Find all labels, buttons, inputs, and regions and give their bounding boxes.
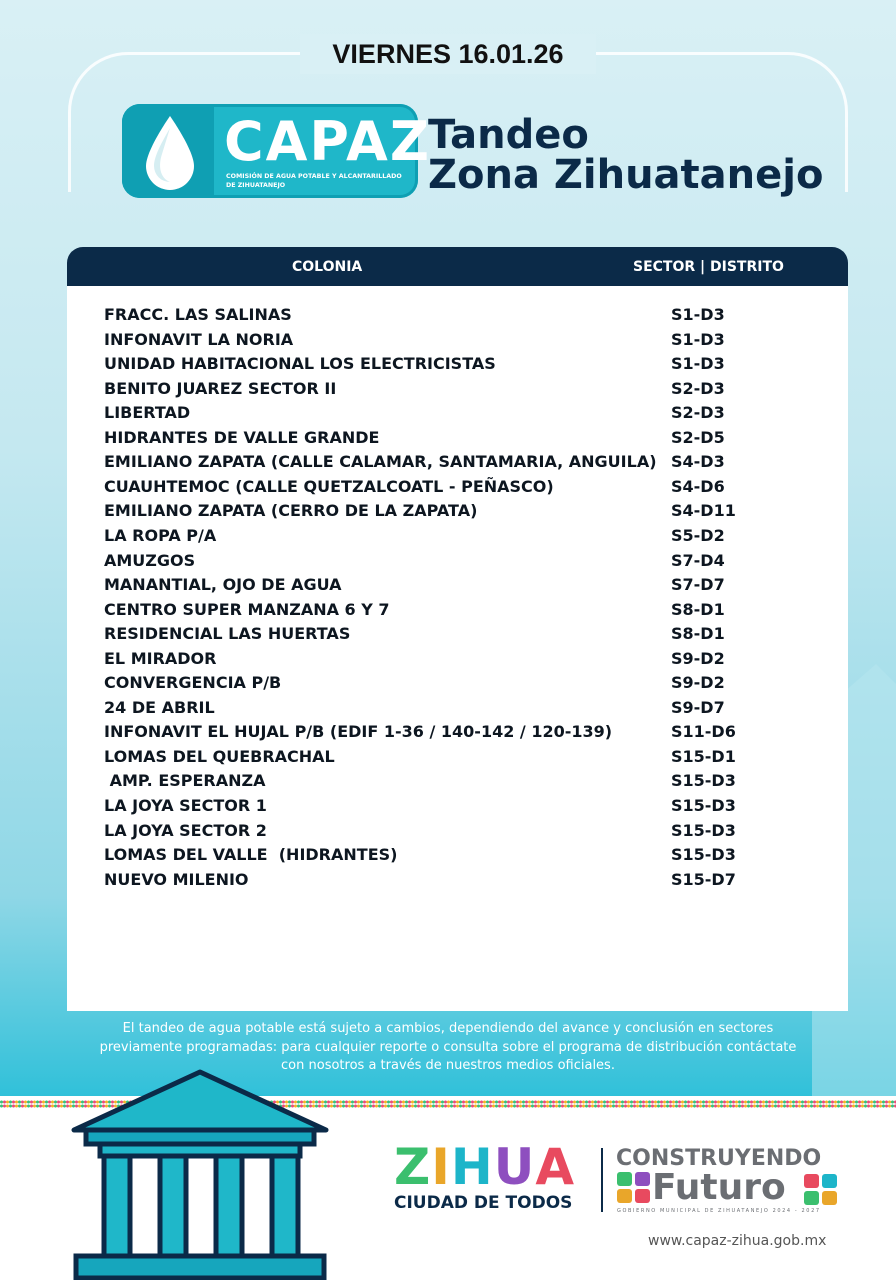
table-row [67,475,848,499]
sector-cell: S15-D3 [671,845,736,865]
sector-cell: S1-D3 [671,354,725,374]
zihua-letter: A [535,1138,576,1196]
website-link[interactable]: www.capaz-zihua.gob.mx [648,1233,827,1249]
table-row [67,647,848,671]
page-title-line2: Zona Zihuatanejo [428,152,824,198]
table-row [67,377,848,401]
logo-divider [601,1148,603,1212]
colonia-cell: LIBERTAD [104,403,191,423]
colonia-cell: 24 DE ABRIL [104,697,215,717]
sector-cell: S9-D2 [671,673,725,693]
colonia-cell: FRACC. LAS SALINAS [104,305,292,324]
sector-cell: S2-D3 [671,403,725,423]
sector-cell: S15-D3 [671,796,736,815]
colonia-cell: LA JOYA SECTOR 1 [104,796,267,815]
sector-cell: S11-D6 [671,722,736,742]
sector-cell: S2-D3 [671,378,725,398]
sector-cell: S9-D2 [671,648,725,668]
colonia-cell: LOMAS DEL VALLE (HIDRANTES) [104,845,398,865]
table-row [67,720,848,744]
date-label: VIERNES 16.01.26 [332,39,564,69]
government-caption: GOBIERNO MUNICIPAL DE ZIHUATANEJO 2024 - 2027 [617,1208,821,1214]
sector-cell: S4-D6 [671,476,725,496]
sector-cell: S8-D1 [671,599,725,619]
colonia-cell: HIDRANTES DE VALLE GRANDE [104,427,380,447]
sector-cell: S8-D1 [671,624,725,644]
colonia-cell: CUAUHTEMOC (CALLE QUETZALCOATL - PEÑASCO) [104,476,554,496]
colonia-cell: UNIDAD HABITACIONAL LOS ELECTRICISTAS [104,354,496,374]
table-body [67,286,848,1011]
table-row [67,426,848,450]
colonia-cell: EMILIANO ZAPATA (CERRO DE LA ZAPATA) [104,501,478,521]
table-row [67,401,848,425]
table-row [67,573,848,597]
temple-icon [70,1068,330,1280]
construyendo-text: CONSTRUYENDO [616,1146,822,1171]
sector-cell: S7-D7 [671,575,725,595]
capaz-logo-text: CAPAZ [224,110,431,173]
futuro-text: Futuro [652,1167,786,1208]
table-row [67,328,848,352]
capaz-logo-subtitle: COMISIÓN DE AGUA POTABLE Y ALCANTARILLADO DE ZIHUATANEJO [226,173,402,189]
table-row [67,303,848,327]
column-header-colonia: COLONIA [292,259,363,275]
zihua-tagline: CIUDAD DE TODOS [394,1193,573,1213]
colonia-cell: CENTRO SUPER MANZANA 6 Y 7 [104,599,390,619]
sector-cell: S1-D3 [671,305,725,324]
colored-squares-icon [804,1174,840,1208]
table-row [67,769,848,793]
water-drop-icon [140,112,200,192]
colonia-cell: AMUZGOS [104,550,196,570]
colonia-cell: EMILIANO ZAPATA (CALLE CALAMAR, SANTAMARIA, ANGUILA) [104,452,657,472]
sector-cell: S4-D3 [671,452,725,472]
colonia-cell: CONVERGENCIA P/B [104,673,282,693]
colonia-cell: AMP. ESPERANZA [104,771,266,791]
table-row [67,843,848,867]
colonia-cell: MANANTIAL, OJO DE AGUA [104,575,342,595]
sector-cell: S9-D7 [671,697,725,717]
colonia-cell: INFONAVIT LA NORIA [104,329,294,349]
table-row [67,450,848,474]
sector-cell: S15-D7 [671,869,736,889]
colonia-cell: RESIDENCIAL LAS HUERTAS [104,624,351,644]
table-row [67,794,848,818]
zihua-letter: Z [394,1138,432,1196]
table-row [67,524,848,548]
colonia-cell: LOMAS DEL QUEBRACHAL [104,746,335,766]
table-row [67,352,848,376]
table-row [67,819,848,843]
sector-cell: S7-D4 [671,550,725,570]
colonia-cell: LA JOYA SECTOR 2 [104,820,267,840]
sector-cell: S15-D3 [671,820,736,840]
table-row [67,745,848,769]
table-row [67,696,848,720]
sector-cell: S4-D11 [671,501,736,521]
zihua-letter: H [450,1138,494,1196]
sector-cell: S15-D1 [671,746,736,766]
sector-cell: S5-D2 [671,525,725,545]
table-row [67,549,848,573]
column-header-sector: SECTOR | DISTRITO [633,259,784,275]
colonia-cell: BENITO JUAREZ SECTOR II [104,378,337,398]
zihua-letter: U [493,1138,536,1196]
sector-cell: S15-D3 [671,771,736,791]
colonia-cell: EL MIRADOR [104,648,217,668]
colored-squares-icon [617,1172,653,1206]
sector-cell: S1-D3 [671,329,725,349]
colonia-cell: INFONAVIT EL HUJAL P/B (EDIF 1-36 / 140-142 / 120-139) [104,722,613,742]
colonia-cell: NUEVO MILENIO [104,869,249,889]
colonia-cell: LA ROPA P/A [104,525,217,545]
table-row [67,499,848,523]
table-row [67,671,848,695]
table-row [67,622,848,646]
page-title-line1: Tandeo [428,112,589,158]
zihua-letter: I [431,1138,451,1196]
zihua-logo [394,1138,575,1196]
disclaimer-note: El tandeo de agua potable está sujeto a cambios, dependiendo del avance y conclusión en sectores previamente programadas: para cualquier reporte o consulta sobre el programa de distribución contáctate con nosotros a través de nuestros medios oficiales. [99,1021,797,1073]
sector-cell: S2-D5 [671,427,725,447]
table-row [67,868,848,892]
table-row [67,598,848,622]
